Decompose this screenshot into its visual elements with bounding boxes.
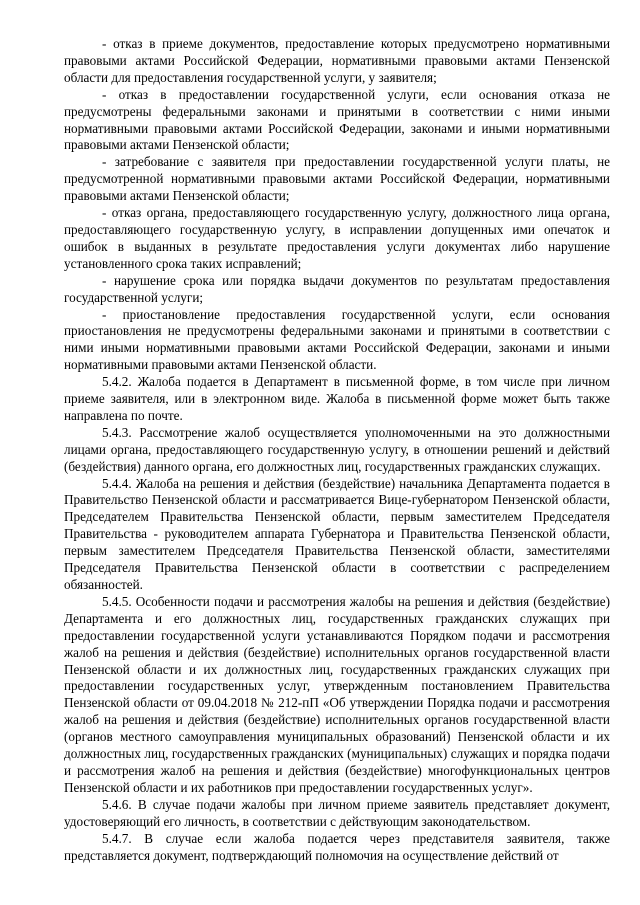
paragraph-5-4-3: 5.4.3. Рассмотрение жалоб осуществляется уполномоченными на это должностными лицами органа, предоставляющего государственную услугу, в отношении решений и действий (бездействия) данного органа, его должностных лиц, государственных гражданских служащих. [64, 424, 610, 474]
paragraph-5-4-2: 5.4.2. Жалоба подается в Департамент в письменной форме, в том числе при личном приеме заявителя, или в электронном виде. Жалоба в письменной форме может быть также направлена по почте. [64, 374, 610, 423]
paragraph-refusal-service: - отказ в предоставлении государственной услуги, если основания отказа не предусмотрены федеральными законами и принятыми в соответствии с ними иными нормативными правовыми актами Российской Федерации, законами и иными нормативными правовыми актами Пензенской области; [64, 86, 610, 153]
paragraph-5-4-6: 5.4.6. В случае подачи жалобы при личном приеме заявитель представляет документ, удостоверяющий его личность, в соответствии с действующим законодательством. [64, 796, 610, 829]
paragraph-5-4-5: 5.4.5. Особенности подачи и рассмотрения жалобы на решения и действия (бездействие) Департамента и его должностных лиц, государственных гражданских служащих при предоставлении государственной услуги устанавливаются Порядком подачи и рассмотрения жалоб на решения и действия (бездействие) исполнительных органов государственной власти Пензенской области и их должностных лиц, государственных гражданских служащих при предоставлении государственных услуг, утвержденным постановлением Правительства Пензенской области от 09.04.2018 № 212-пП «Об утверждении Порядка подачи и рассмотрения жалоб на решения и действия (бездействие) исполнительных органов государственной власти (органов местного самоуправления муниципальных образований) Пензенской области и их должностных лиц, государственных гражданских (муниципальных) служащих и порядка подачи и рассмотрения жалоб на решения и действия (бездействие) многофункциональных центров Пензенской области и их работников при предоставлении государственных услуг». [64, 593, 610, 795]
paragraph-refusal-corrections: - отказ органа, предоставляющего государственную услугу, должностного лица органа, предоставляющего государственную услугу, в исправлении допущенных ими опечаток и ошибок в выданных в результате предоставления услуги документах либо нарушение установленного срока таких исправлений; [64, 205, 610, 271]
paragraph-suspension: - приостановление предоставления государственной услуги, если основания приостановления не предусмотрены федеральными законами и принятыми в соответствии с ними иными нормативными правовыми актами Российской Федерации, законами и иными нормативными правовыми актами Пензенской области. [64, 306, 610, 373]
paragraph-deadline-violation: - нарушение срока или порядка выдачи документов по результатам предоставления государственной услуги; [64, 272, 610, 305]
paragraph-fee-demand: - затребование с заявителя при предоставлении государственной услуги платы, не предусмотренной нормативными правовыми актами Российской Федерации, нормативными правовыми актами Пензенской области; [64, 154, 610, 204]
paragraph-refusal-documents: - отказ в приеме документов, предоставление которых предусмотрено нормативными правовыми актами Российской Федерации, нормативными правовыми актами Пензенской области для предоставления государственной услуги, у заявителя; [64, 36, 610, 85]
paragraph-5-4-4: 5.4.4. Жалоба на решения и действия (бездействие) начальника Департамента подается в Правительство Пензенской области и рассматривается Вице-губернатором Пензенской области, Председателем Правительства Пензенской области, первым заместителем Председателя Правительства - руководителем аппарата Губернатора и Правительства Пензенской области, первым заместителем Председателя Правительства Пензенской области, заместителями Председателя Правительства Пензенской области в соответствии с распределением обязанностей. [64, 475, 610, 592]
paragraph-5-4-7: 5.4.7. В случае если жалоба подается через представителя заявителя, также представляется документ, подтверждающий полномочия на осуществление действий от [64, 830, 610, 863]
